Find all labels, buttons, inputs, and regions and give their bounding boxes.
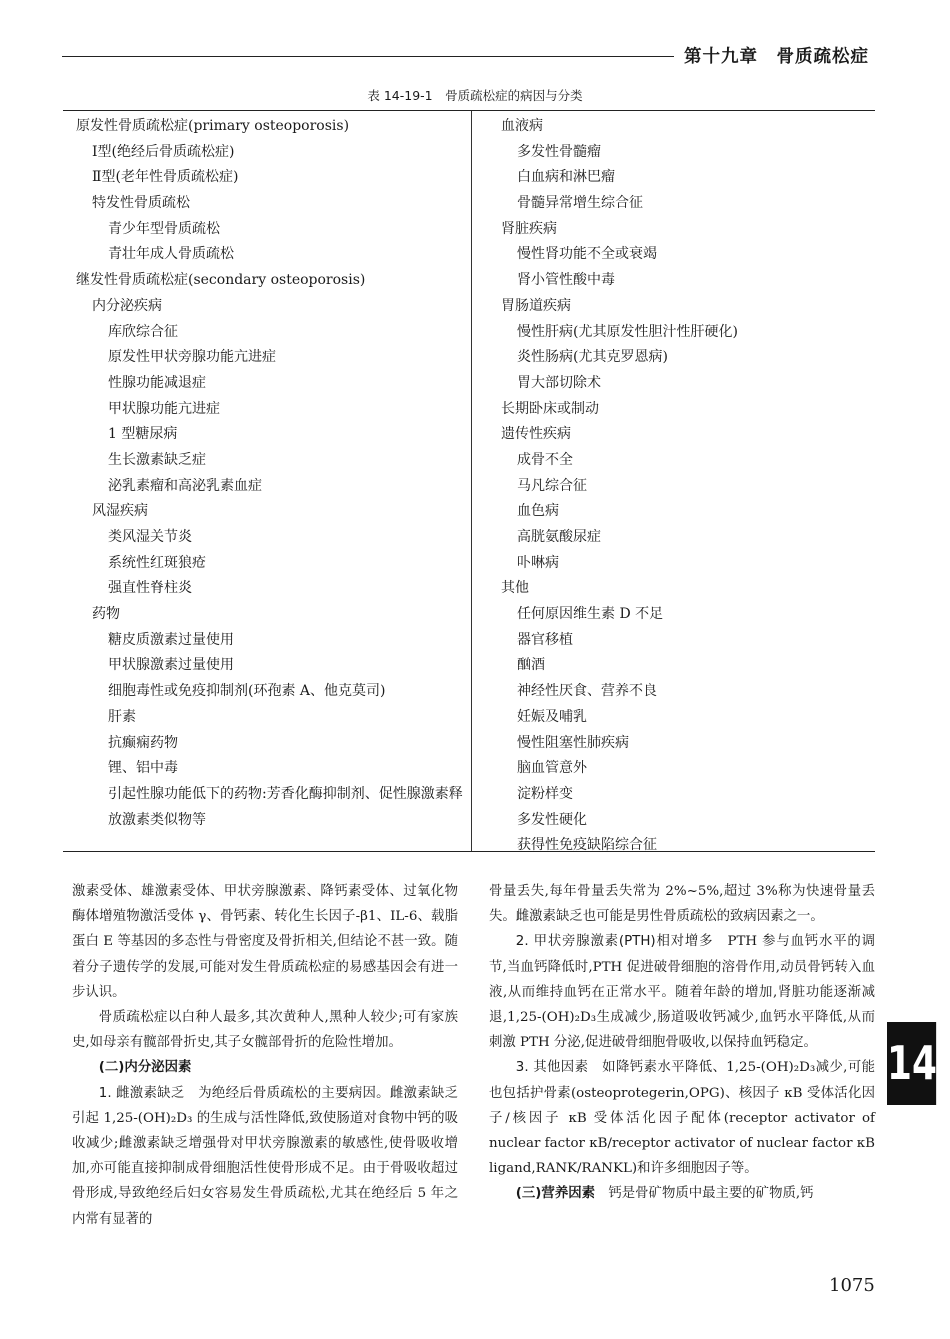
table-entry: 糖皮质激素过量使用 bbox=[108, 631, 234, 648]
table-entry: 风湿疾病 bbox=[92, 503, 148, 520]
table-entry: 炎性肠病(尤其克罗恩病) bbox=[517, 349, 668, 366]
table-caption: 表 14-19-1 骨质疏松症的病因与分类 bbox=[367, 88, 583, 103]
paragraph bbox=[489, 1181, 875, 1206]
table-entry: 血色病 bbox=[517, 503, 559, 520]
body-right-column bbox=[489, 879, 875, 1207]
table-entry: 青壮年成人骨质疏松 bbox=[108, 246, 234, 263]
table-entry: Ⅰ型(绝经后骨质疏松症) bbox=[92, 143, 235, 160]
table-entry: 胃肠道疾病 bbox=[501, 297, 571, 314]
body-left-column bbox=[72, 879, 458, 1232]
subsection-title: 1. 雌激素缺乏 bbox=[98, 1085, 185, 1101]
paragraph bbox=[489, 1055, 875, 1181]
section-heading: (二)内分泌因素 bbox=[98, 1060, 192, 1076]
page-number: 1075 bbox=[829, 1275, 875, 1296]
table-entry: 遗传性疾病 bbox=[501, 426, 571, 443]
table-entry: 血液病 bbox=[501, 118, 543, 134]
table-entry: 长期卧床或制动 bbox=[501, 400, 599, 417]
table-entry: 马凡综合征 bbox=[517, 477, 587, 494]
section-heading: (三)营养因素 bbox=[515, 1186, 595, 1202]
table-entry: 类风湿关节炎 bbox=[108, 529, 192, 545]
paragraph-text: 为绝经后骨质疏松的主要病因。雌激素缺乏引起 1,25-(OH)₂D₃ 的生成与活性降低,致使肠道对食物中钙的吸收减少;雌激素缺乏增强骨对甲状旁腺激素的敏感性,使骨吸收增加,亦可能直接抑制成骨细胞活性使骨形成不足。由于骨吸收超过骨形成,导致绝经后妇女容易发生骨质疏松,尤其在绝经后 5 年之内常有显著的 bbox=[72, 1085, 458, 1227]
table-entry: 多发性硬化 bbox=[517, 811, 587, 828]
table-entry: 继发性骨质疏松症(secondary osteoporosis) bbox=[76, 272, 366, 289]
table-entry: 成骨不全 bbox=[517, 451, 573, 468]
table-entry: 肾脏疾病 bbox=[501, 220, 557, 237]
table-entry: 酗酒 bbox=[517, 657, 545, 674]
table-entry: Ⅱ型(老年性骨质疏松症) bbox=[92, 169, 239, 186]
paragraph: 骨量丢失,每年骨量丢失常为 2%~5%,超过 3%称为快速骨量丢失。雌激素缺乏也可能是男性骨质疏松的致病因素之一。 bbox=[489, 884, 875, 925]
table-entry: 脑血管意外 bbox=[517, 760, 587, 777]
table-entry: 1 型糖尿病 bbox=[108, 426, 178, 443]
paragraph: 激素受体、雄激素受体、甲状旁腺激素、降钙素受体、过氧化物酶体增殖物激活受体 γ、骨钙素、转化生长因子-β1、IL-6、载脂蛋白 E 等基因的多态性与骨密度及骨折相关,但结论不甚一致。随着分子遗传学的发展,可能对发生骨质疏松症的易感基因会有进一步认识。 bbox=[72, 884, 458, 1000]
table-entry: 胃大部切除术 bbox=[517, 374, 601, 391]
table-entry: 药物 bbox=[92, 606, 120, 623]
table-entry: 骨髓异常增生综合征 bbox=[517, 195, 643, 212]
paragraph-text: 钙是骨矿物质中最主要的矿物质,钙 bbox=[595, 1186, 814, 1202]
table-entry: 甲状腺功能亢进症 bbox=[108, 400, 220, 417]
paragraph bbox=[72, 1081, 458, 1232]
table-entry: 器官移植 bbox=[517, 631, 573, 648]
table-entry: 库欣综合征 bbox=[108, 323, 178, 340]
table-entry: 获得性免疫缺陷综合征 bbox=[517, 837, 657, 854]
table-top-rule bbox=[63, 110, 875, 111]
table-entry: 慢性肝病(尤其原发性胆汁性肝硬化) bbox=[517, 323, 738, 340]
table-entry: 高胱氨酸尿症 bbox=[517, 529, 601, 545]
table-entry: 强直性脊柱炎 bbox=[108, 580, 192, 597]
table-right-column bbox=[501, 114, 871, 859]
table-entry: 任何原因维生素 D 不足 bbox=[517, 606, 664, 623]
paragraph-text: 如降钙素水平降低、1,25-(OH)₂D₃减少,可能也包括护骨素(osteoprotegerin,OPG)、核因子 κB 受体活化因子/核因子 κB 受体活化因子配体(receptor activator of nuclear factor κB/receptor activator of nuclear factor κB ligand,RANK/RANKL)和许多细胞因子等。 bbox=[489, 1060, 875, 1177]
table-entry: 妊娠及哺乳 bbox=[517, 708, 587, 725]
header-rule bbox=[62, 56, 674, 57]
table-entry: 白血病和淋巴瘤 bbox=[517, 169, 615, 186]
table-entry: 原发性甲状旁腺功能亢进症 bbox=[108, 349, 276, 366]
table-entry: 慢性肾功能不全或衰竭 bbox=[517, 246, 657, 263]
table-entry: 引起性腺功能低下的药物:芳香化酶抑制剂、促性腺激素释放激素类似物等 bbox=[108, 785, 463, 828]
table-entry: 青少年型骨质疏松 bbox=[108, 220, 220, 237]
paragraph: 骨质疏松症以白种人最多,其次黄种人,黑种人较少;可有家族史,如母亲有髋部骨折史,其子女髋部骨折的危险性增加。 bbox=[72, 1010, 458, 1051]
table-entry: 慢性阻塞性肺疾病 bbox=[517, 734, 629, 751]
table-entry: 肝素 bbox=[108, 708, 136, 725]
table-entry: 内分泌疾病 bbox=[92, 297, 162, 314]
subsection-title: 3. 其他因素 bbox=[515, 1060, 589, 1076]
table-entry: 性腺功能减退症 bbox=[108, 374, 206, 391]
subsection-title: 2. 甲状旁腺激素(PTH)相对增多 bbox=[515, 934, 714, 950]
table-entry: 原发性骨质疏松症(primary osteoporosis) bbox=[76, 118, 350, 134]
table-entry: 多发性骨髓瘤 bbox=[517, 143, 601, 160]
chapter-thumb-tab: 14 bbox=[887, 1022, 936, 1105]
table-entry: 细胞毒性或免疫抑制剂(环孢素 A、他克莫司) bbox=[108, 683, 386, 700]
table-entry: 锂、铝中毒 bbox=[108, 760, 178, 777]
table-entry: 淀粉样变 bbox=[517, 785, 573, 802]
table-entry: 卟啉病 bbox=[517, 554, 559, 571]
paragraph bbox=[489, 929, 875, 1055]
table-left-column bbox=[76, 114, 476, 833]
chapter-title: 第十九章 骨质疏松症 bbox=[684, 47, 869, 67]
paragraph-text: PTH 参与血钙水平的调节,当血钙降低时,PTH 促进破骨细胞的溶骨作用,动员骨钙转入血液,从而维持血钙在正常水平。随着年龄的增加,肾脏功能逐渐减退,1,25-(OH)₂D₃生成减少,肠道吸收钙减少,血钙水平降低,从而刺激 PTH 分泌,促进破骨细胞骨吸收,以保持血钙稳定。 bbox=[489, 934, 875, 1051]
table-entry: 生长激素缺乏症 bbox=[108, 451, 206, 468]
table-entry: 特发性骨质疏松 bbox=[92, 195, 190, 212]
table-entry: 抗癫痫药物 bbox=[108, 734, 178, 751]
table-entry: 肾小管性酸中毒 bbox=[517, 272, 615, 289]
table-entry: 其他 bbox=[501, 580, 529, 597]
table-entry: 神经性厌食、营养不良 bbox=[517, 683, 657, 700]
table-entry: 系统性红斑狼疮 bbox=[108, 554, 206, 571]
table-entry: 泌乳素瘤和高泌乳素血症 bbox=[108, 477, 262, 494]
table-entry: 甲状腺激素过量使用 bbox=[108, 657, 234, 674]
